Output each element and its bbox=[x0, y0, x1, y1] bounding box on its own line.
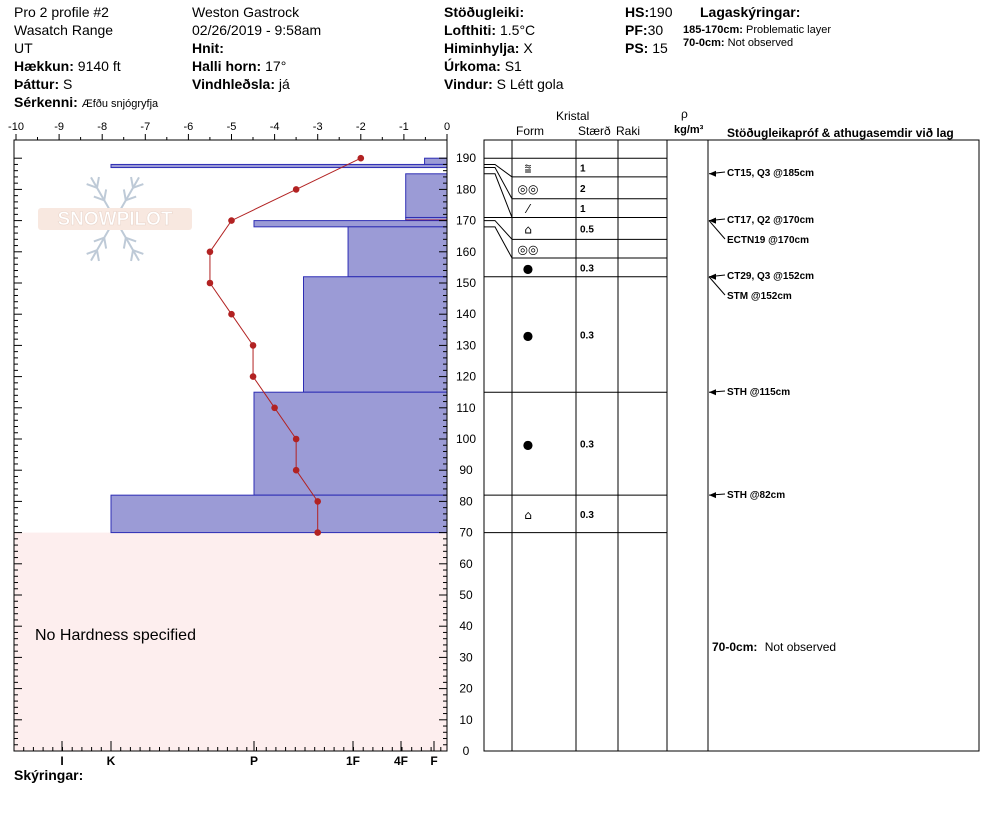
depth-tick-label: 150 bbox=[455, 276, 477, 290]
test-leader-line bbox=[709, 277, 725, 295]
crystal-form-symbol: ● bbox=[522, 261, 534, 276]
range-name: Wasatch Range bbox=[14, 22, 114, 38]
temperature-point bbox=[293, 436, 300, 443]
ps-value: 15 bbox=[652, 40, 668, 56]
temperature-point bbox=[293, 467, 300, 474]
crystal-form-symbol: ⌂ bbox=[524, 507, 532, 522]
test-label: STH @82cm bbox=[727, 490, 786, 501]
temp-tick-label: -7 bbox=[140, 121, 151, 133]
layer-note-range: 185-170cm: bbox=[683, 24, 743, 36]
hardness-layer bbox=[304, 277, 450, 392]
bottom-note bbox=[712, 640, 836, 654]
test-label: STM @152cm bbox=[727, 291, 792, 302]
test-label: STH @115cm bbox=[727, 387, 791, 398]
hardness-tick-label: 1F bbox=[345, 754, 361, 768]
observer: Weston Gastrock bbox=[192, 4, 300, 20]
crystal-table bbox=[484, 140, 979, 751]
depth-tick-label: 20 bbox=[459, 681, 473, 696]
hardness-tick-label: I bbox=[60, 754, 64, 768]
depth-tick-label: 60 bbox=[459, 556, 473, 571]
temp-tick-label: -5 bbox=[226, 121, 237, 133]
datetime: 02/26/2019 - 9:58am bbox=[192, 22, 322, 38]
snowflake-branch bbox=[131, 250, 133, 261]
temp-tick-label: -6 bbox=[183, 121, 194, 133]
depth-tick-label: 110 bbox=[456, 400, 476, 415]
depth-tick-label: 0 bbox=[462, 744, 470, 758]
crystal-size: 2 bbox=[580, 183, 586, 195]
bottom-note-text: Not observed bbox=[764, 640, 837, 654]
temperature-point bbox=[207, 280, 214, 287]
elevation-value: 9140 ft bbox=[77, 58, 121, 74]
temperature-point bbox=[228, 217, 235, 224]
precip-label: Úrkoma: bbox=[444, 58, 501, 74]
depth-tick-label: 160 bbox=[455, 244, 477, 259]
table-frame bbox=[484, 140, 979, 751]
snowflake-branch bbox=[124, 238, 126, 249]
test-arrow-icon bbox=[709, 218, 716, 224]
test-arrow-icon bbox=[709, 171, 716, 177]
crystal-form-symbol: ⩰ bbox=[524, 161, 532, 176]
hs-value: 190 bbox=[649, 4, 673, 20]
temperature-point bbox=[250, 373, 257, 380]
form-header: Form bbox=[516, 124, 544, 138]
layer-note-text: Problematic layer bbox=[746, 24, 831, 36]
snowflake-branch bbox=[124, 189, 126, 200]
specifics-value: Æfðu snjógryfja bbox=[81, 98, 159, 110]
depth-tick-label: 40 bbox=[459, 619, 473, 634]
moisture-header: Raki bbox=[616, 124, 641, 138]
density-symbol: ρ bbox=[681, 107, 688, 121]
test-label: CT15, Q3 @185cm bbox=[727, 168, 815, 179]
ps-label: PS: bbox=[625, 40, 649, 56]
temperature-point bbox=[314, 529, 321, 536]
hs-label: HS: bbox=[625, 4, 650, 20]
depth-tick-label: 10 bbox=[459, 712, 473, 727]
temp-tick-label: 0 bbox=[443, 121, 451, 133]
watermark-text: SNOWPILOT bbox=[57, 209, 173, 230]
density-unit: kg/m³ bbox=[674, 124, 704, 136]
precip-value: S1 bbox=[504, 58, 522, 74]
temp-tick-label: -8 bbox=[97, 121, 108, 133]
wind-loading-value: já bbox=[278, 76, 290, 92]
crystal-size: 1 bbox=[580, 163, 586, 175]
temp-tick-label: -9 bbox=[54, 121, 64, 133]
depth-tick-label: 50 bbox=[459, 588, 473, 602]
snowflake-branch bbox=[104, 189, 106, 200]
wind-value: S Létt gola bbox=[496, 76, 564, 92]
crystal-form-symbol: ⁄ bbox=[526, 202, 530, 217]
elevation-label: Hækkun: bbox=[14, 58, 74, 74]
depth-tick-label: 30 bbox=[459, 650, 473, 665]
depth-tick-label: 70 bbox=[459, 525, 473, 540]
slope-value: 17° bbox=[265, 58, 287, 74]
snowflake-branch bbox=[97, 250, 99, 261]
crystal-size: 0.3 bbox=[580, 263, 594, 275]
test-arrow-icon bbox=[709, 274, 716, 280]
temperature-point bbox=[271, 405, 278, 412]
bottom-note-range: 70-0cm: bbox=[712, 640, 758, 654]
coords-label: Hnit: bbox=[192, 40, 224, 56]
stability-label: Stöðugleiki: bbox=[444, 4, 525, 20]
temperature-point bbox=[293, 186, 300, 193]
crystal-form-symbol: ● bbox=[522, 328, 534, 343]
crystal-size: 0.3 bbox=[580, 509, 594, 521]
row-connector bbox=[484, 221, 512, 240]
profile-name: Pro 2 profile #2 bbox=[14, 4, 109, 20]
depth-tick-label: 170 bbox=[455, 213, 477, 228]
size-header: Stærð bbox=[578, 124, 611, 138]
test-label: CT17, Q2 @170cm bbox=[727, 215, 815, 226]
snowflake-branch bbox=[97, 177, 99, 188]
temp-tick-label: -2 bbox=[355, 121, 366, 133]
aspect-label: Þáttur: bbox=[14, 76, 60, 92]
depth-tick-label: 100 bbox=[455, 432, 477, 446]
temperature-point bbox=[314, 498, 321, 505]
hardness-layer bbox=[348, 227, 449, 277]
depth-tick-label: 180 bbox=[455, 182, 477, 197]
crystal-form-symbol: ● bbox=[522, 437, 534, 452]
crystal-form-symbol: ◎◎ bbox=[517, 181, 539, 196]
wind-loading-label: Vindhleðsla: bbox=[192, 76, 275, 92]
pf-label: PF: bbox=[625, 22, 648, 38]
test-arrow-icon bbox=[709, 492, 716, 498]
no-hardness-text: No Hardness specified bbox=[35, 627, 196, 644]
aspect-value: S bbox=[63, 76, 73, 92]
depth-tick-label: 190 bbox=[455, 151, 477, 166]
temperature-point bbox=[207, 249, 214, 256]
crystal-form-symbol: ◎◎ bbox=[517, 242, 539, 257]
depth-tick-label: 80 bbox=[459, 494, 473, 509]
row-connector bbox=[484, 164, 512, 176]
row-connector bbox=[484, 227, 512, 258]
hardness-layer bbox=[111, 164, 449, 167]
hardness-tick-label: K bbox=[106, 754, 116, 768]
layer-notes-label: Lagaskýringar: bbox=[700, 4, 801, 20]
depth-tick-label: 130 bbox=[455, 338, 477, 353]
specifics-label: Sérkenni: bbox=[14, 94, 78, 110]
temperature-point bbox=[250, 342, 257, 349]
layer-note-text: Not observed bbox=[727, 37, 794, 49]
temp-tick-label: -1 bbox=[399, 121, 409, 133]
snowpilot-watermark bbox=[38, 177, 192, 261]
hardness-tick-label: P bbox=[249, 754, 259, 768]
depth-tick-label: 120 bbox=[455, 369, 477, 384]
sky-value: X bbox=[523, 40, 533, 56]
depth-tick-label: 90 bbox=[459, 463, 473, 478]
stability-tests bbox=[709, 168, 814, 501]
temp-tick-label: -3 bbox=[312, 121, 323, 133]
temp-tick-label: -4 bbox=[269, 121, 280, 133]
row-connector bbox=[484, 168, 512, 199]
layer-note-range: 70-0cm: bbox=[683, 37, 725, 49]
air-temp-value: 1.5°C bbox=[499, 22, 536, 38]
snowflake-branch bbox=[104, 238, 106, 249]
hardness-layer bbox=[111, 495, 449, 532]
hardness-layer bbox=[425, 158, 449, 164]
footer-label: Skýringar: bbox=[14, 767, 84, 783]
crystal-size: 1 bbox=[580, 204, 586, 216]
sky-label: Himinhylja: bbox=[444, 40, 520, 56]
test-label: ECTN19 @170cm bbox=[727, 235, 810, 246]
hardness-tick-label: 4F bbox=[393, 754, 409, 768]
pf-value: 30 bbox=[647, 22, 664, 38]
wind-label: Vindur: bbox=[444, 76, 493, 92]
crystal-header: Kristal bbox=[556, 109, 590, 123]
crystal-size: 0.3 bbox=[580, 439, 594, 451]
slope-label: Halli horn: bbox=[192, 58, 262, 74]
hardness-layer bbox=[254, 392, 449, 495]
snowflake-branch bbox=[131, 177, 133, 188]
test-leader-line bbox=[709, 221, 725, 239]
tests-header: Stöðugleikapróf & athugasemdir við lag bbox=[727, 126, 954, 140]
depth-tick-label: 140 bbox=[455, 307, 477, 322]
air-temp-label: Lofthiti: bbox=[444, 22, 497, 38]
hardness-layer bbox=[254, 221, 449, 227]
temp-tick-label: -10 bbox=[8, 121, 24, 133]
crystal-form-symbol: ⌂ bbox=[524, 222, 532, 237]
state: UT bbox=[14, 40, 33, 56]
crystal-size: 0.3 bbox=[580, 330, 594, 342]
hardness-tick-label: F bbox=[430, 754, 438, 768]
test-arrow-icon bbox=[709, 389, 716, 395]
row-connector bbox=[484, 174, 512, 218]
temperature-point bbox=[228, 311, 235, 318]
test-label: CT29, Q3 @152cm bbox=[727, 271, 815, 282]
temperature-point bbox=[358, 155, 365, 162]
crystal-size: 0.5 bbox=[580, 224, 594, 236]
hardness-layer bbox=[406, 174, 449, 218]
